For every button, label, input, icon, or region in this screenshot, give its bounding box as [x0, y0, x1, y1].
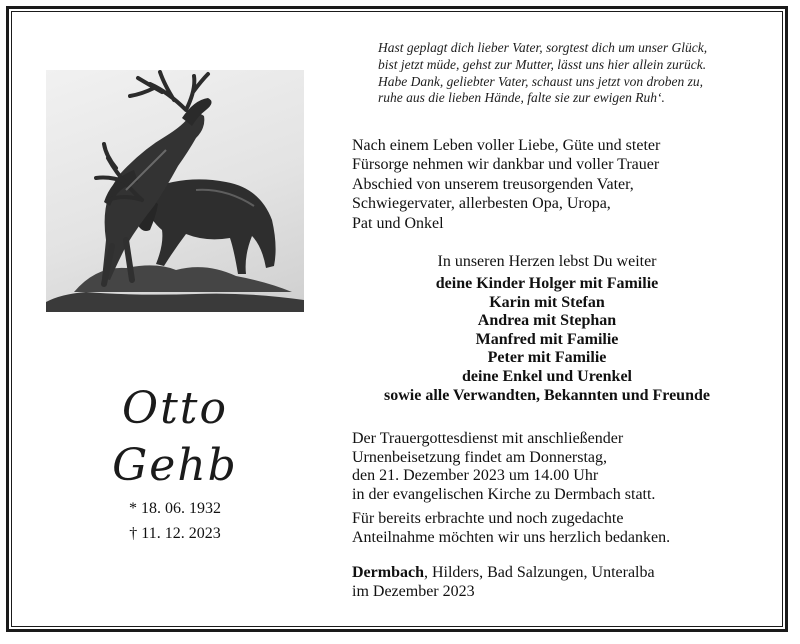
intro-text	[352, 136, 772, 233]
family-line: deine Enkel und Urenkel	[462, 367, 632, 385]
place-town: Dermbach	[352, 564, 424, 581]
family-line: sowie alle Verwandten, Bekannten und Freunde	[384, 386, 710, 404]
poem-line: bist jetzt müde, gehst zur Mutter, lässt uns hier allein zurück.	[378, 56, 707, 72]
place-others: , Hilders, Bad Salzungen, Unteralba	[423, 564, 655, 581]
fighting-stags-sculpture-icon	[46, 70, 304, 312]
service-line: in der evangelischen Kirche zu Dermbach statt.	[352, 485, 656, 503]
first-name: Otto	[122, 383, 228, 434]
life-dates	[80, 496, 270, 546]
memorial-photo	[46, 70, 304, 312]
intro-line: Fürsorge nehmen wir dankbar und voller Trauer	[352, 156, 660, 174]
intro-line: Schwiegervater, allerbesten Opa, Uropa,	[352, 195, 611, 213]
family-line: Karin mit Stefan	[489, 293, 605, 311]
place-line	[352, 564, 772, 583]
last-name: Gehb	[112, 440, 238, 491]
poem-line: ruhe aus die lieben Hände, falte sie zur ewigen Ruh‘.	[378, 90, 665, 106]
place-and-date	[352, 564, 772, 601]
service-line: den 21. Dezember 2023 um 14.00 Uhr	[352, 467, 599, 485]
family-line: Andrea mit Stephan	[477, 312, 617, 330]
service-line: Urnenbeisetzung findet am Donnerstag,	[352, 448, 608, 466]
birth-date: * 18. 06. 1932	[129, 500, 221, 517]
service-info	[352, 430, 772, 504]
place-date: im Dezember 2023	[352, 582, 475, 600]
family-line: deine Kinder Holger mit Familie	[435, 275, 659, 292]
death-date: † 11. 12. 2023	[129, 525, 221, 542]
poem	[378, 40, 778, 107]
thanks-text	[352, 510, 772, 547]
poem-line: Habe Dank, geliebter Vater, schaust uns jetzt von droben zu,	[378, 73, 703, 89]
family-list	[352, 275, 742, 405]
intro-line: Pat und Onkel	[352, 214, 444, 232]
family-line: Peter mit Familie	[487, 349, 607, 367]
poem-line: Hast geplagt dich lieber Vater, sorgtest dich um unser Glück,	[378, 40, 708, 55]
thanks-line: Für bereits erbrachte und noch zugedachte	[352, 510, 624, 527]
thanks-line: Anteilnahme möchten wir uns herzlich bedanken.	[352, 528, 671, 546]
service-line: Der Trauergottesdienst mit anschließender	[352, 430, 624, 447]
family-line: Manfred mit Familie	[475, 330, 619, 348]
intro-line: Abschied von unserem treusorgenden Vater,	[352, 175, 634, 193]
herzen-line: In unseren Herzen lebst Du weiter	[437, 253, 657, 270]
intro-line: Nach einem Leben voller Liebe, Güte und steter	[352, 137, 661, 154]
